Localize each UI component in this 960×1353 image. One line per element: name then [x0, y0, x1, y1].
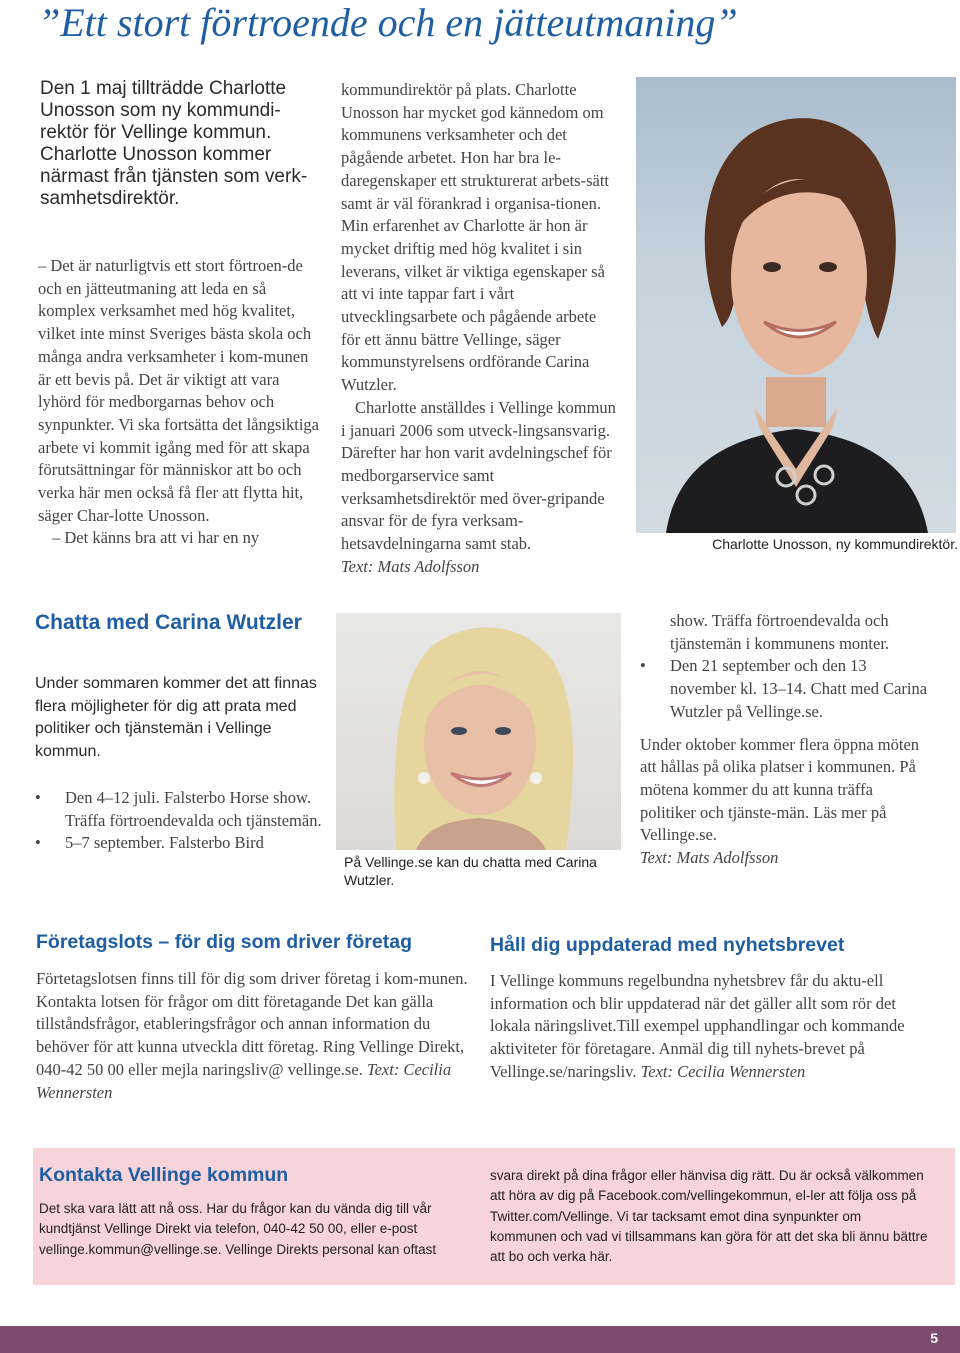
headline: ”Ett stort förtroende och en jätteutmaning”: [38, 0, 738, 45]
article-paragraph: Charlotte anställdes i Vellinge kommun i januari 2006 som utveck-lingsansvarig. Därefter har hon varit avdelningschef för medborgarservice samt verksamhetsdirektör med över-gripande ansvar för de fyra verksam-hetsavdelningarna samt stab.: [341, 397, 616, 554]
article-column-1: [38, 255, 320, 550]
chat-column-3: [640, 610, 930, 870]
bullet: •: [35, 833, 41, 853]
bullet: •: [640, 656, 646, 676]
contact-title: Kontakta Vellinge kommun: [39, 1164, 289, 1186]
page-number: 5: [930, 1330, 938, 1346]
chat-credit: Text: Mats Adolfsson: [640, 848, 779, 868]
footer-bar: [0, 1326, 960, 1353]
contact-text-right: svara direkt på dina frågor eller hänvisa dig rätt. Du är också välkommen att höra av dig på Facebook.com/vellingekommun, el-ler att följa oss på Twitter.com/Vellinge. Vi tar tacksamt emot dina synpunkter om kommunen och vad vi tillsammans kan göra för att det ska bli ännu bättre att bo och verka här.: [490, 1168, 928, 1265]
portrait-photo-carina-wutzler: [336, 613, 621, 850]
chat-dates-list: [35, 787, 325, 855]
article-credit: Text: Mats Adolfsson: [341, 556, 480, 576]
foretagslots-text: Förtetagslotsen finns till för dig som driver företag i kom-munen. Kontakta lotsen för frågor om ditt företagande Det kan gälla tillståndsfrågor, etableringsfrågor och annan information du behöver för att kunna utveckla ditt företag. Ring Vellinge Direkt, 040-42 50 00 eller mejla naringsliv@ vellinge.se.: [36, 969, 468, 1079]
list-item: • Den 21 september och den 13 november kl. 13–14. Chatt med Carina Wutzler på Vellinge.se.: [640, 656, 928, 721]
article-lead: Den 1 maj tillträdde Charlotte Unosson som ny kommundi-rektör för Vellinge kommun. Charlotte Unosson kommer närmast från tjänsten som verk-samhetsdirektör.: [40, 78, 308, 209]
photo-caption: Charlotte Unosson, ny kommundirektör.: [712, 536, 958, 552]
chat-title: Chatta med Carina Wutzler: [35, 611, 302, 634]
article-column-2: [341, 79, 619, 578]
portrait-illustration: [336, 613, 621, 850]
list-item-continuation: show. Träffa förtroendevalda och tjänstemän i kommunens monter.: [670, 611, 890, 653]
foretagslots-body: [36, 968, 476, 1104]
newsletter-title: Håll dig uppdaterad med nyhetsbrevet: [490, 934, 845, 956]
foretagslots-credit: Text: Cecilia Wennersten: [36, 1059, 452, 1102]
foretagslots-title: Företagslots – för dig som driver företag: [36, 931, 412, 953]
chat-paragraph: Under oktober kommer flera öppna möten att hållas på olika platser i kommunen. På mötena kommer du att kunna träffa politiker och tjänste-män. Läs mer på Vellinge.se.: [640, 734, 920, 845]
portrait-illustration: [636, 77, 956, 533]
article-paragraph: – Det är naturligtvis ett stort förtroen-de och en jätteutmaning att leda en så komplex verksamhet med hög kvalitet, vilket inte minst Sveriges bästa skola och många andra verksamheter i kom-munen är ett bevis på. Det är viktigt att vara lyhörd för medborgarnas behov och synpunkter. Vi ska fortsätta det långsiktiga arbete vi kommit igång med för att skapa förutsättningar för människor att bo och verka här men också få fler att flytta hit, säger Char-lotte Unosson.: [38, 256, 319, 525]
list-item: • Den 4–12 juli. Falsterbo Horse show. Träffa förtroendevalda och tjänstemän.: [35, 788, 322, 830]
article-paragraph: kommundirektör på plats. Charlotte Unosson har mycket god kännedom om kommunens verksamheter och det pågående arbetet. Hon har bra le-daregenskaper ett strukturerat arbets-sätt samt är väl förankrad i organisa-tionen. Min erfarenhet av Charlotte är hon är mycket driftig med hög kvalitet i sin leverans, vilket är viktiga egenskaper så att vi inte tappar fart i vårt utvecklingsarbete och pågående arbete för ett ännu bättre Vellinge, säger kommunstyrelsens ordförande Carina Wutzler.: [341, 80, 610, 395]
newsletter-text: I Vellinge kommuns regelbundna nyhetsbrev får du aktu-ell information och blir uppdaterad när det gäller allt som rör det lokala näringslivet.Till exempel upphandlingar och kommande aktiviteter för företagare. Anmäl dig till nyhets-brevet på Vellinge.se/naringsliv.: [490, 971, 905, 1081]
list-item: • 5–7 september. Falsterbo Bird: [35, 832, 325, 855]
portrait-photo-charlotte-unosson: [636, 77, 956, 533]
bullet: •: [35, 788, 41, 807]
newsletter-body: [490, 970, 920, 1084]
newsletter-credit: Text: Cecilia Wennersten: [640, 1061, 806, 1081]
contact-text-left: Det ska vara lätt att nå oss. Har du frågor kan du vända dig till vår kundtjänst Vellinge Direkt via telefon, 040-42 50 00, eller e-post vellinge.kommun@vellinge.se. Vellinge Direkts personal kan oftast: [39, 1201, 437, 1257]
photo-caption: På Vellinge.se kan du chatta med Carina Wutzler.: [344, 854, 597, 888]
article-paragraph: – Det känns bra att vi har en ny: [52, 528, 260, 548]
chat-intro: Under sommaren kommer det att finnas flera möjligheter för dig att prata med politiker och tjänstemän i Vellinge kommun.: [35, 675, 317, 760]
